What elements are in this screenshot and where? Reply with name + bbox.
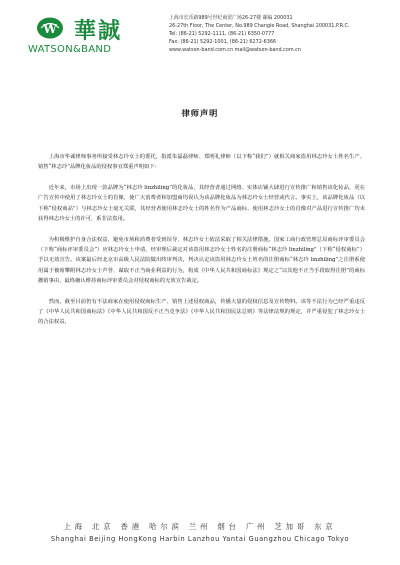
address-line: Fax: (86-21) 5292-1001, (86-21) 6272-6366: [169, 39, 277, 46]
paragraph: 为积极维护自身合法权益，避免市场和消费者受到误导，林志玲女士依法采取了相关法律措施。国家工商行政管理总局商标评审委员会（下称“商标评审委员会”）应林志玲女士申请，经审理后裁定对该盗用林志玲女士姓名的注册商标“林志玲 linzhiling”（下称“侵权商标”）予以无效宣告。该案最后经北京市高级人民法院做出终审判决，判决认定该盗用林志玲女士姓名的注册商标“林志玲 linzhiling”之注册系使用属于被席攀附林志玲女士声誉、谋取不正当商业利益的行为，构成《中华人民共和国商标法》规定之“以其他不正当手段取得注册”的商标撤销事由，最终确认维持商标评审委员会对侵权商标的无效宣告裁定。: [38, 236, 365, 284]
logo-icon: [36, 16, 64, 40]
footer: [0, 521, 400, 543]
paragraph: 近年来，市场上出现一款品牌为“林志玲 linzhiling”的化妆品，其经营者通过网络、实体店铺大肆进行宣传推广和销售该化妆品，更在广告宣传中使用了林志玲女士的肖像，使广大消费者和加盟商均误认为该品牌化妆品为林志玲女士经营或代言。事实上，该品牌化妆品（以下称“侵权商品”）与林志玲女士毫无关联，其经营者使用林志玲女士的姓名作为产品商标、使用林志玲女士的肖像对产品进行宣传推广均未获得林志玲女士的许可，系非法盗用。: [38, 185, 365, 222]
brand-name-en: WATSON&BAND: [28, 44, 112, 55]
footer-cities-cn: 上海 北京 香港 哈尔滨 兰州 烟台 广州 芝加哥 东京: [63, 522, 337, 531]
brand-name-cn: 華誠: [74, 18, 123, 44]
paragraph: 然而，截至目前仍有不法商家在使用侵权商标生产、销售上述侵权商品，传播大量的侵权信息及宣传物料。该等不法行为已经严重违反了《中华人民共和国商标法》《中华人民共和国反不正当竞争法》《中华人民共和国民法总则》等法律法规的规定，并严重侵犯了林志玲女士的合法权益，: [38, 298, 365, 326]
address-line: 上海市长乐路989号世纪商贸广场26-27楼 邮编 200031: [169, 15, 293, 21]
letterhead: [26, 12, 382, 62]
logo-letter: W: [43, 22, 57, 36]
document-title: 律师声明: [181, 108, 219, 118]
address-line: www.watson-band.com.cn mail@watson-band.com.cn: [169, 47, 301, 54]
footer-cities-en: Shanghai Beijing HongKong Harbin Lanzhou Yantai Guangzhou Chicago Tokyo: [50, 535, 350, 543]
document-body: [38, 152, 365, 338]
address-block: [169, 14, 399, 54]
address-line: 26-27th Floor, The Center, No.989 Changle Road, Shanghai 200031,P.R.C.: [169, 23, 350, 30]
paragraph: 上海市华诚律师事务所接受林志玲女士的委托，指派朱磊磊律师、郑明礼律师（以下称“我们”）就相关商家盗用林志玲女士姓名生产、销售“林志玲”品牌化妆品的侵权事宜郑重声明如下：: [38, 154, 365, 171]
address-line: Tel: (86-21) 5292-1111, (86-21) 6350-0777: [169, 31, 275, 38]
